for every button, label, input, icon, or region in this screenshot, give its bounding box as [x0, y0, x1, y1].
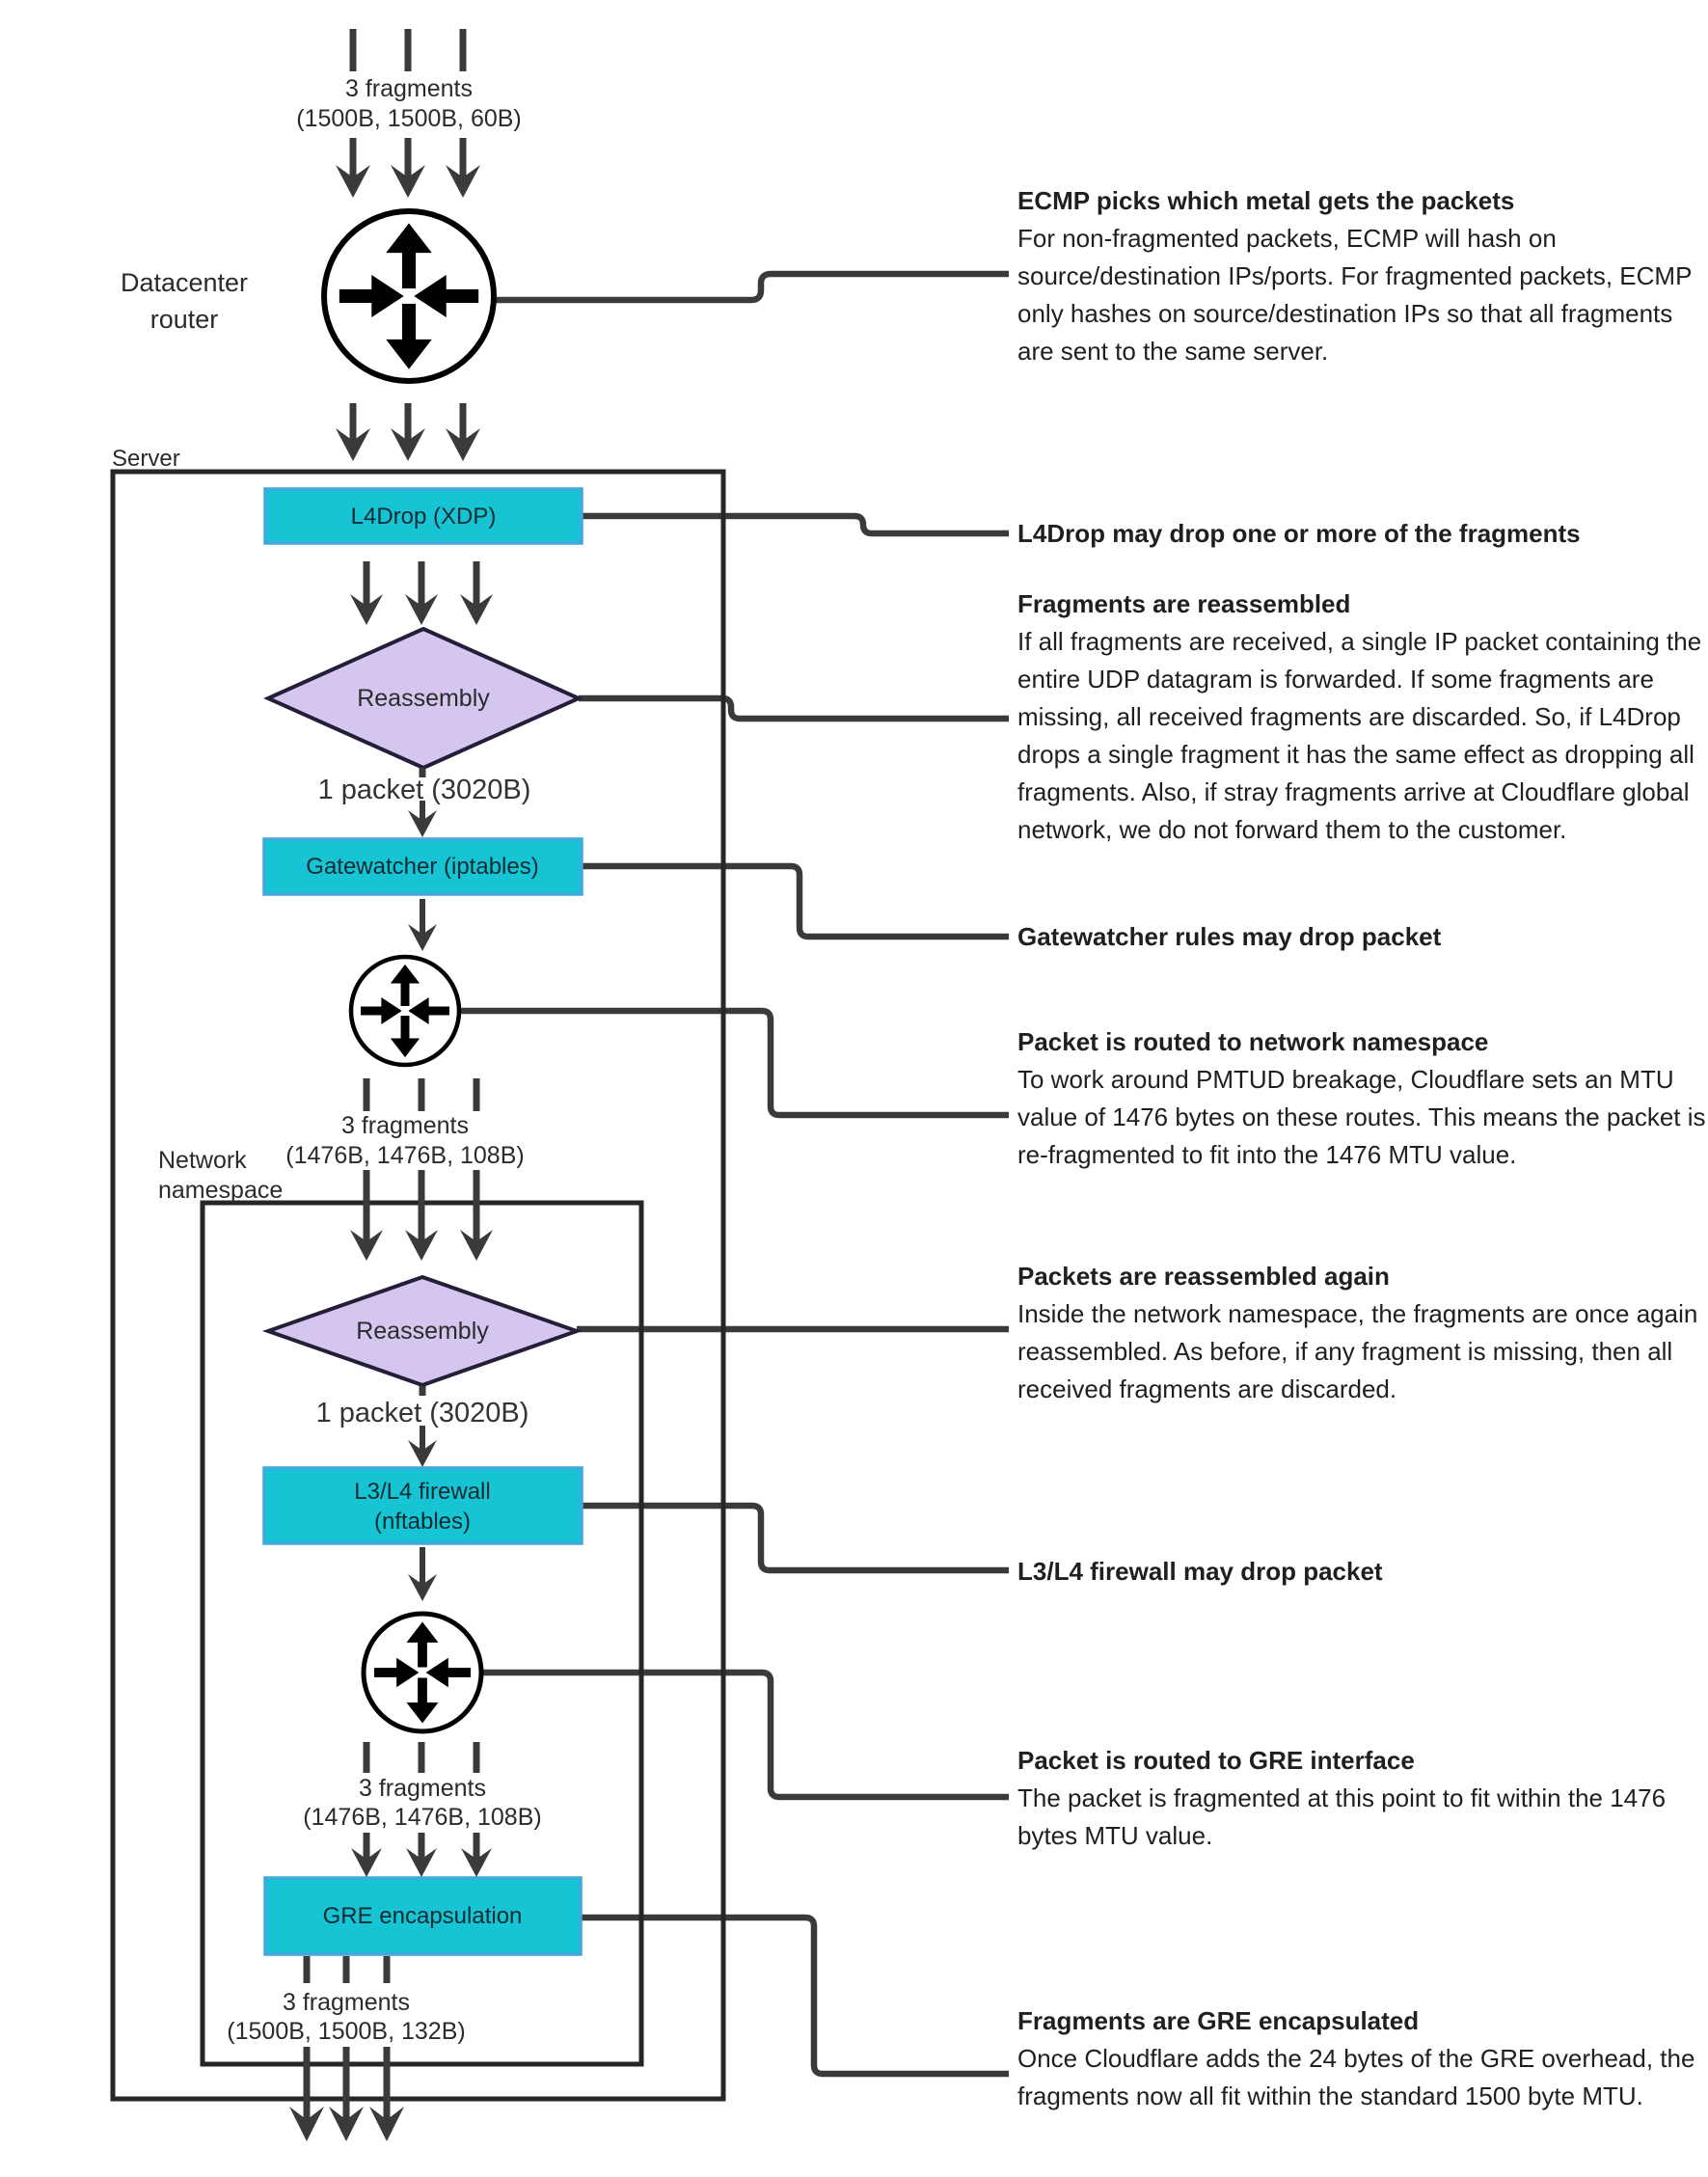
- annotation-reassembled-again: [1017, 1258, 1707, 1408]
- connector-line: [494, 274, 1009, 300]
- flow-arrow-shaft: [460, 138, 467, 178]
- flow-arrow-shaft: [474, 561, 480, 607]
- flow-arrow-shaft: [384, 2047, 391, 2120]
- router-arrow-shaft: [447, 1668, 471, 1677]
- annotation-netns-heading: Packet is routed to network namespace: [1017, 1027, 1489, 1056]
- routed-fragments-count: 3 fragments: [340, 1112, 470, 1139]
- flow-arrow-shaft: [460, 403, 467, 442]
- flow-arrow-shaft: [419, 561, 425, 607]
- flow-dash: [304, 1956, 311, 1983]
- flow-dash: [420, 1386, 426, 1396]
- annotation-reassembled-again-body: Inside the network namespace, the fragments are once again reassembled. As before, if any fragment is missing, then all received fragments are discarded.: [1017, 1299, 1698, 1403]
- connector-line: [582, 866, 1009, 937]
- router-arrow-shaft: [401, 1016, 410, 1040]
- router-arrow-shaft: [418, 1677, 427, 1703]
- router-arrow-shaft: [374, 1668, 397, 1677]
- annotation-gre-encap: [1017, 2002, 1707, 2115]
- router-arrow-shaft: [418, 1642, 427, 1668]
- reassembly-1-label: Reassembly: [357, 685, 490, 712]
- annotation-gre-route: [1017, 1742, 1707, 1855]
- flow-dash: [419, 1078, 425, 1111]
- connector-line: [582, 516, 1009, 533]
- router-icon: [351, 957, 459, 1065]
- router-arrow-shaft: [339, 289, 373, 303]
- flow-arrow-shaft: [304, 2047, 311, 2120]
- reassembly-2-label: Reassembly: [356, 1318, 489, 1345]
- gre-fragments-count: 3 fragments: [358, 1775, 487, 1802]
- connector-line: [581, 1918, 1009, 2074]
- router-arrow-shaft: [402, 304, 416, 341]
- annotation-firewall: [1017, 1553, 1707, 1591]
- flow-arrow-shaft: [420, 899, 425, 935]
- router-arrow-shaft: [445, 289, 478, 303]
- flow-arrow-shaft: [343, 2047, 350, 2120]
- packet-2-label: 1 packet (3020B): [315, 1398, 529, 1429]
- network-namespace-label: Network namespace: [158, 1147, 284, 1204]
- flow-arrow-shaft: [364, 1170, 370, 1242]
- datacenter-router-label: Datacenter router: [120, 268, 249, 334]
- flow-dash: [474, 1742, 480, 1773]
- annotation-gre-route-body: The packet is fragmented at this point to fit within the 1476 bytes MTU value.: [1017, 1783, 1667, 1850]
- flow-arrow-shaft: [350, 403, 357, 442]
- flow-dash: [364, 1078, 370, 1111]
- flow-dash: [343, 1956, 350, 1983]
- server-box-label: Server: [112, 446, 180, 472]
- connector-line: [579, 698, 1009, 719]
- flow-arrow-shaft: [405, 403, 412, 442]
- annotation-reassembled-again-heading: Packets are reassembled again: [1017, 1262, 1390, 1291]
- flow-dash: [405, 29, 412, 71]
- routed-fragments-sizes: (1476B, 1476B, 108B): [285, 1142, 525, 1169]
- annotation-firewall-heading: L3/L4 firewall may drop packet: [1017, 1557, 1383, 1586]
- router-arrow-shaft: [402, 251, 416, 288]
- flow-dash: [419, 1742, 425, 1773]
- flow-dash: [460, 29, 467, 71]
- flow-arrow-shaft: [419, 1170, 425, 1242]
- output-fragments-count: 3 fragments: [282, 1989, 411, 2016]
- annotation-l4drop: [1017, 515, 1707, 553]
- router-arrow-shaft: [401, 982, 410, 1006]
- flow-arrow-shaft: [364, 1833, 370, 1860]
- router-icon: [324, 211, 494, 381]
- flow-arrow-shaft: [350, 138, 357, 178]
- router-arrow-shaft: [361, 1007, 382, 1016]
- flow-dash: [384, 1956, 391, 1983]
- connector-line: [481, 1673, 1009, 1797]
- flow-arrow-shaft: [364, 561, 370, 607]
- gre-fragments-sizes: (1476B, 1476B, 108B): [303, 1804, 542, 1831]
- input-fragments-sizes: (1500B, 1500B, 60B): [296, 105, 522, 132]
- annotation-reassembled-body: If all fragments are received, a single IP packet containing the entire UDP datagram is forwarded. If some fragments are missing, all received fragments are discarded. So, if L4Drop drops a single fragment it has the same effect as dropping all fragments. Also, if stray fragments arrive at Cloudflare global network, we do not forward them to the customer.: [1017, 627, 1702, 844]
- router-icon: [364, 1614, 481, 1731]
- input-fragments-count: 3 fragments: [344, 75, 474, 102]
- firewall-box-label-line1: L3/L4 firewall: [354, 1479, 491, 1505]
- flow-arrow-shaft: [420, 1547, 425, 1585]
- connector-line: [582, 1506, 1009, 1570]
- flow-arrow-shaft: [419, 1833, 425, 1860]
- annotation-gre-encap-body: Once Cloudflare adds the 24 bytes of the GRE overhead, the fragments now all fit within the standard 1500 byte MTU.: [1017, 2044, 1695, 2110]
- annotation-l4drop-heading: L4Drop may drop one or more of the fragments: [1017, 519, 1581, 548]
- annotation-gatewatcher: [1017, 918, 1707, 956]
- annotation-gre-encap-heading: Fragments are GRE encapsulated: [1017, 2006, 1420, 2035]
- flow-arrow-shaft: [474, 1833, 480, 1860]
- router-arrow-shaft: [428, 1007, 449, 1016]
- firewall-box-label-line2: (nftables): [373, 1509, 472, 1535]
- flow-arrow-shaft: [474, 1170, 480, 1242]
- annotation-reassembled: [1017, 585, 1707, 849]
- annotation-netns-body: To work around PMTUD breakage, Cloudflare sets an MTU value of 1476 bytes on these routes. This means the packet is re-fragmented to fit into the 1476 MTU value.: [1017, 1065, 1706, 1169]
- flow-dash: [364, 1742, 370, 1773]
- annotation-ecmp-heading: ECMP picks which metal gets the packets: [1017, 186, 1515, 215]
- flow-dash: [350, 29, 357, 71]
- annotation-reassembled-heading: Fragments are reassembled: [1017, 589, 1351, 618]
- annotation-ecmp: [1017, 182, 1707, 370]
- annotation-ecmp-body: For non-fragmented packets, ECMP will hash on source/destination IPs/ports. For fragmented packets, ECMP only hashes on source/destination IPs so that all fragments are sent to the same server.: [1017, 224, 1692, 366]
- gatewatcher-box-label: Gatewatcher (iptables): [306, 854, 539, 880]
- annotation-netns: [1017, 1023, 1707, 1174]
- flow-arrow-shaft: [405, 138, 412, 178]
- annotation-gatewatcher-heading: Gatewatcher rules may drop packet: [1017, 922, 1442, 951]
- flow-dash: [474, 1078, 480, 1111]
- output-fragments-sizes: (1500B, 1500B, 132B): [227, 2018, 466, 2045]
- connector-line: [459, 1011, 1009, 1115]
- packet-1-label: 1 packet (3020B): [317, 775, 531, 805]
- l4drop-box-label: L4Drop (XDP): [350, 503, 497, 530]
- annotation-gre-route-heading: Packet is routed to GRE interface: [1017, 1746, 1415, 1775]
- gre-box-label: GRE encapsulation: [322, 1903, 523, 1929]
